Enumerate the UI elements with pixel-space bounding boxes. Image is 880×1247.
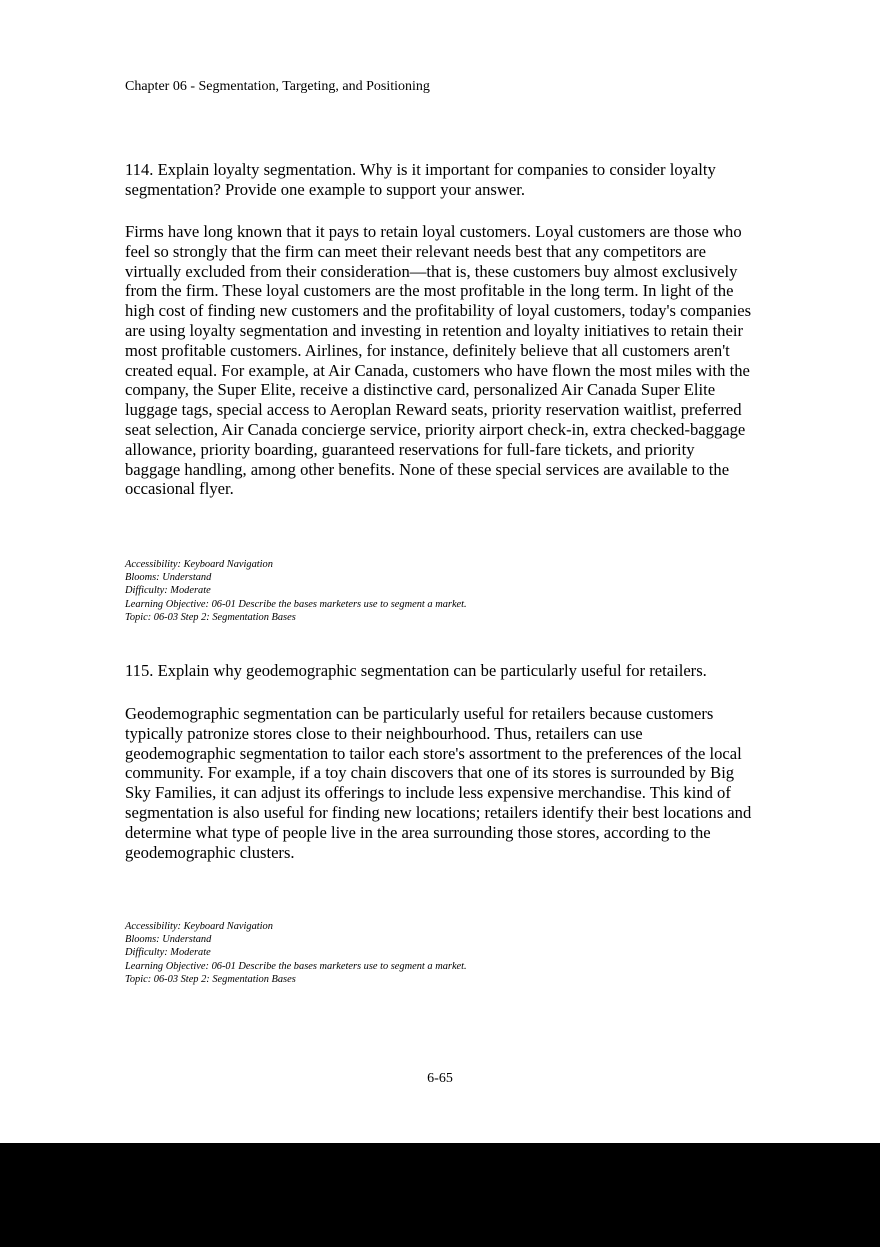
page-number: 6-65 xyxy=(427,1071,453,1086)
chapter-header: Chapter 06 - Segmentation, Targeting, and Positioning xyxy=(125,79,430,94)
question-115-metadata xyxy=(125,920,805,986)
question-114-metadata xyxy=(125,558,805,624)
viewer-background xyxy=(0,1143,880,1247)
answer-line: luggage tags, special access to Aeroplan Reward seats, priority reservation waitlist, preferred xyxy=(125,400,742,420)
answer-line: Firms have long known that it pays to retain loyal customers. Loyal customers are those who xyxy=(125,222,742,241)
question-line: 114. Explain loyalty segmentation. Why is it important for companies to consider loyalty xyxy=(125,160,716,179)
answer-line: baggage handling, among other benefits. None of these special services are available to the xyxy=(125,459,730,479)
answer-line: determine what type of people live in the area surrounding those stores, according to the xyxy=(125,822,711,842)
meta-difficulty: Difficulty: Moderate xyxy=(125,947,211,959)
answer-line: Geodemographic segmentation can be particularly useful for retailers because customers xyxy=(125,704,714,723)
meta-accessibility: Accessibility: Keyboard Navigation xyxy=(125,921,273,932)
meta-blooms: Blooms: Understand xyxy=(125,934,212,946)
answer-line: typically patronize stores close to their neighbourhood. Thus, retailers can use xyxy=(125,723,643,743)
meta-learning-objective: Learning Objective: 06-01 Describe the bases marketers use to segment a market. xyxy=(125,598,467,610)
answer-line: most profitable customers. Airlines, for instance, definitely believe that all customers aren't xyxy=(125,340,730,360)
answer-line: community. For example, if a toy chain discovers that one of its stores is surrounded by Big xyxy=(125,763,735,783)
question-line: 115. Explain why geodemographic segmentation can be particularly useful for retailers. xyxy=(125,661,707,680)
answer-line: geodemographic clusters. xyxy=(125,842,295,862)
answer-line: virtually excluded from their consideration—that is, these customers buy almost exclusively xyxy=(125,261,738,281)
answer-line: are using loyalty segmentation and investing in retention and loyalty initiatives to retain their xyxy=(125,320,743,340)
answer-line: segmentation is also useful for finding new locations; retailers identify their best locations and xyxy=(125,802,752,822)
answer-line: from the firm. These loyal customers are the most profitable in the long term. In light of the xyxy=(125,281,734,301)
question-line: segmentation? Provide one example to support your answer. xyxy=(125,179,525,199)
meta-topic: Topic: 06-03 Step 2: Segmentation Bases xyxy=(125,973,296,985)
answer-line: feel so strongly that the firm can meet their relevant needs best that any competitors are xyxy=(125,241,707,261)
question-114-answer xyxy=(125,222,805,499)
answer-line: seat selection, Air Canada concierge service, priority airport check-in, extra checked-baggage xyxy=(125,419,746,439)
answer-line: Sky Families, it can adjust its offerings to include less expensive merchandise. This kind of xyxy=(125,783,731,803)
question-115-prompt xyxy=(125,661,805,681)
meta-accessibility: Accessibility: Keyboard Navigation xyxy=(125,559,273,570)
question-115-answer xyxy=(125,704,805,862)
answer-line: high cost of finding new customers and the profitability of loyal customers, today's companies xyxy=(125,301,752,321)
meta-topic: Topic: 06-03 Step 2: Segmentation Bases xyxy=(125,611,296,623)
answer-line: company, the Super Elite, receive a distinctive card, personalized Air Canada Super Elite xyxy=(125,380,716,400)
answer-line: allowance, priority boarding, guaranteed reservations for full-fare tickets, and priority xyxy=(125,439,695,459)
answer-line: occasional flyer. xyxy=(125,479,234,499)
answer-line: created equal. For example, at Air Canada, customers who have flown the most miles with the xyxy=(125,360,750,380)
meta-difficulty: Difficulty: Moderate xyxy=(125,585,211,597)
meta-blooms: Blooms: Understand xyxy=(125,572,212,584)
question-114-prompt xyxy=(125,160,805,200)
answer-line: geodemographic segmentation to tailor each store's assortment to the preferences of the local xyxy=(125,743,742,763)
meta-learning-objective: Learning Objective: 06-01 Describe the bases marketers use to segment a market. xyxy=(125,960,467,972)
